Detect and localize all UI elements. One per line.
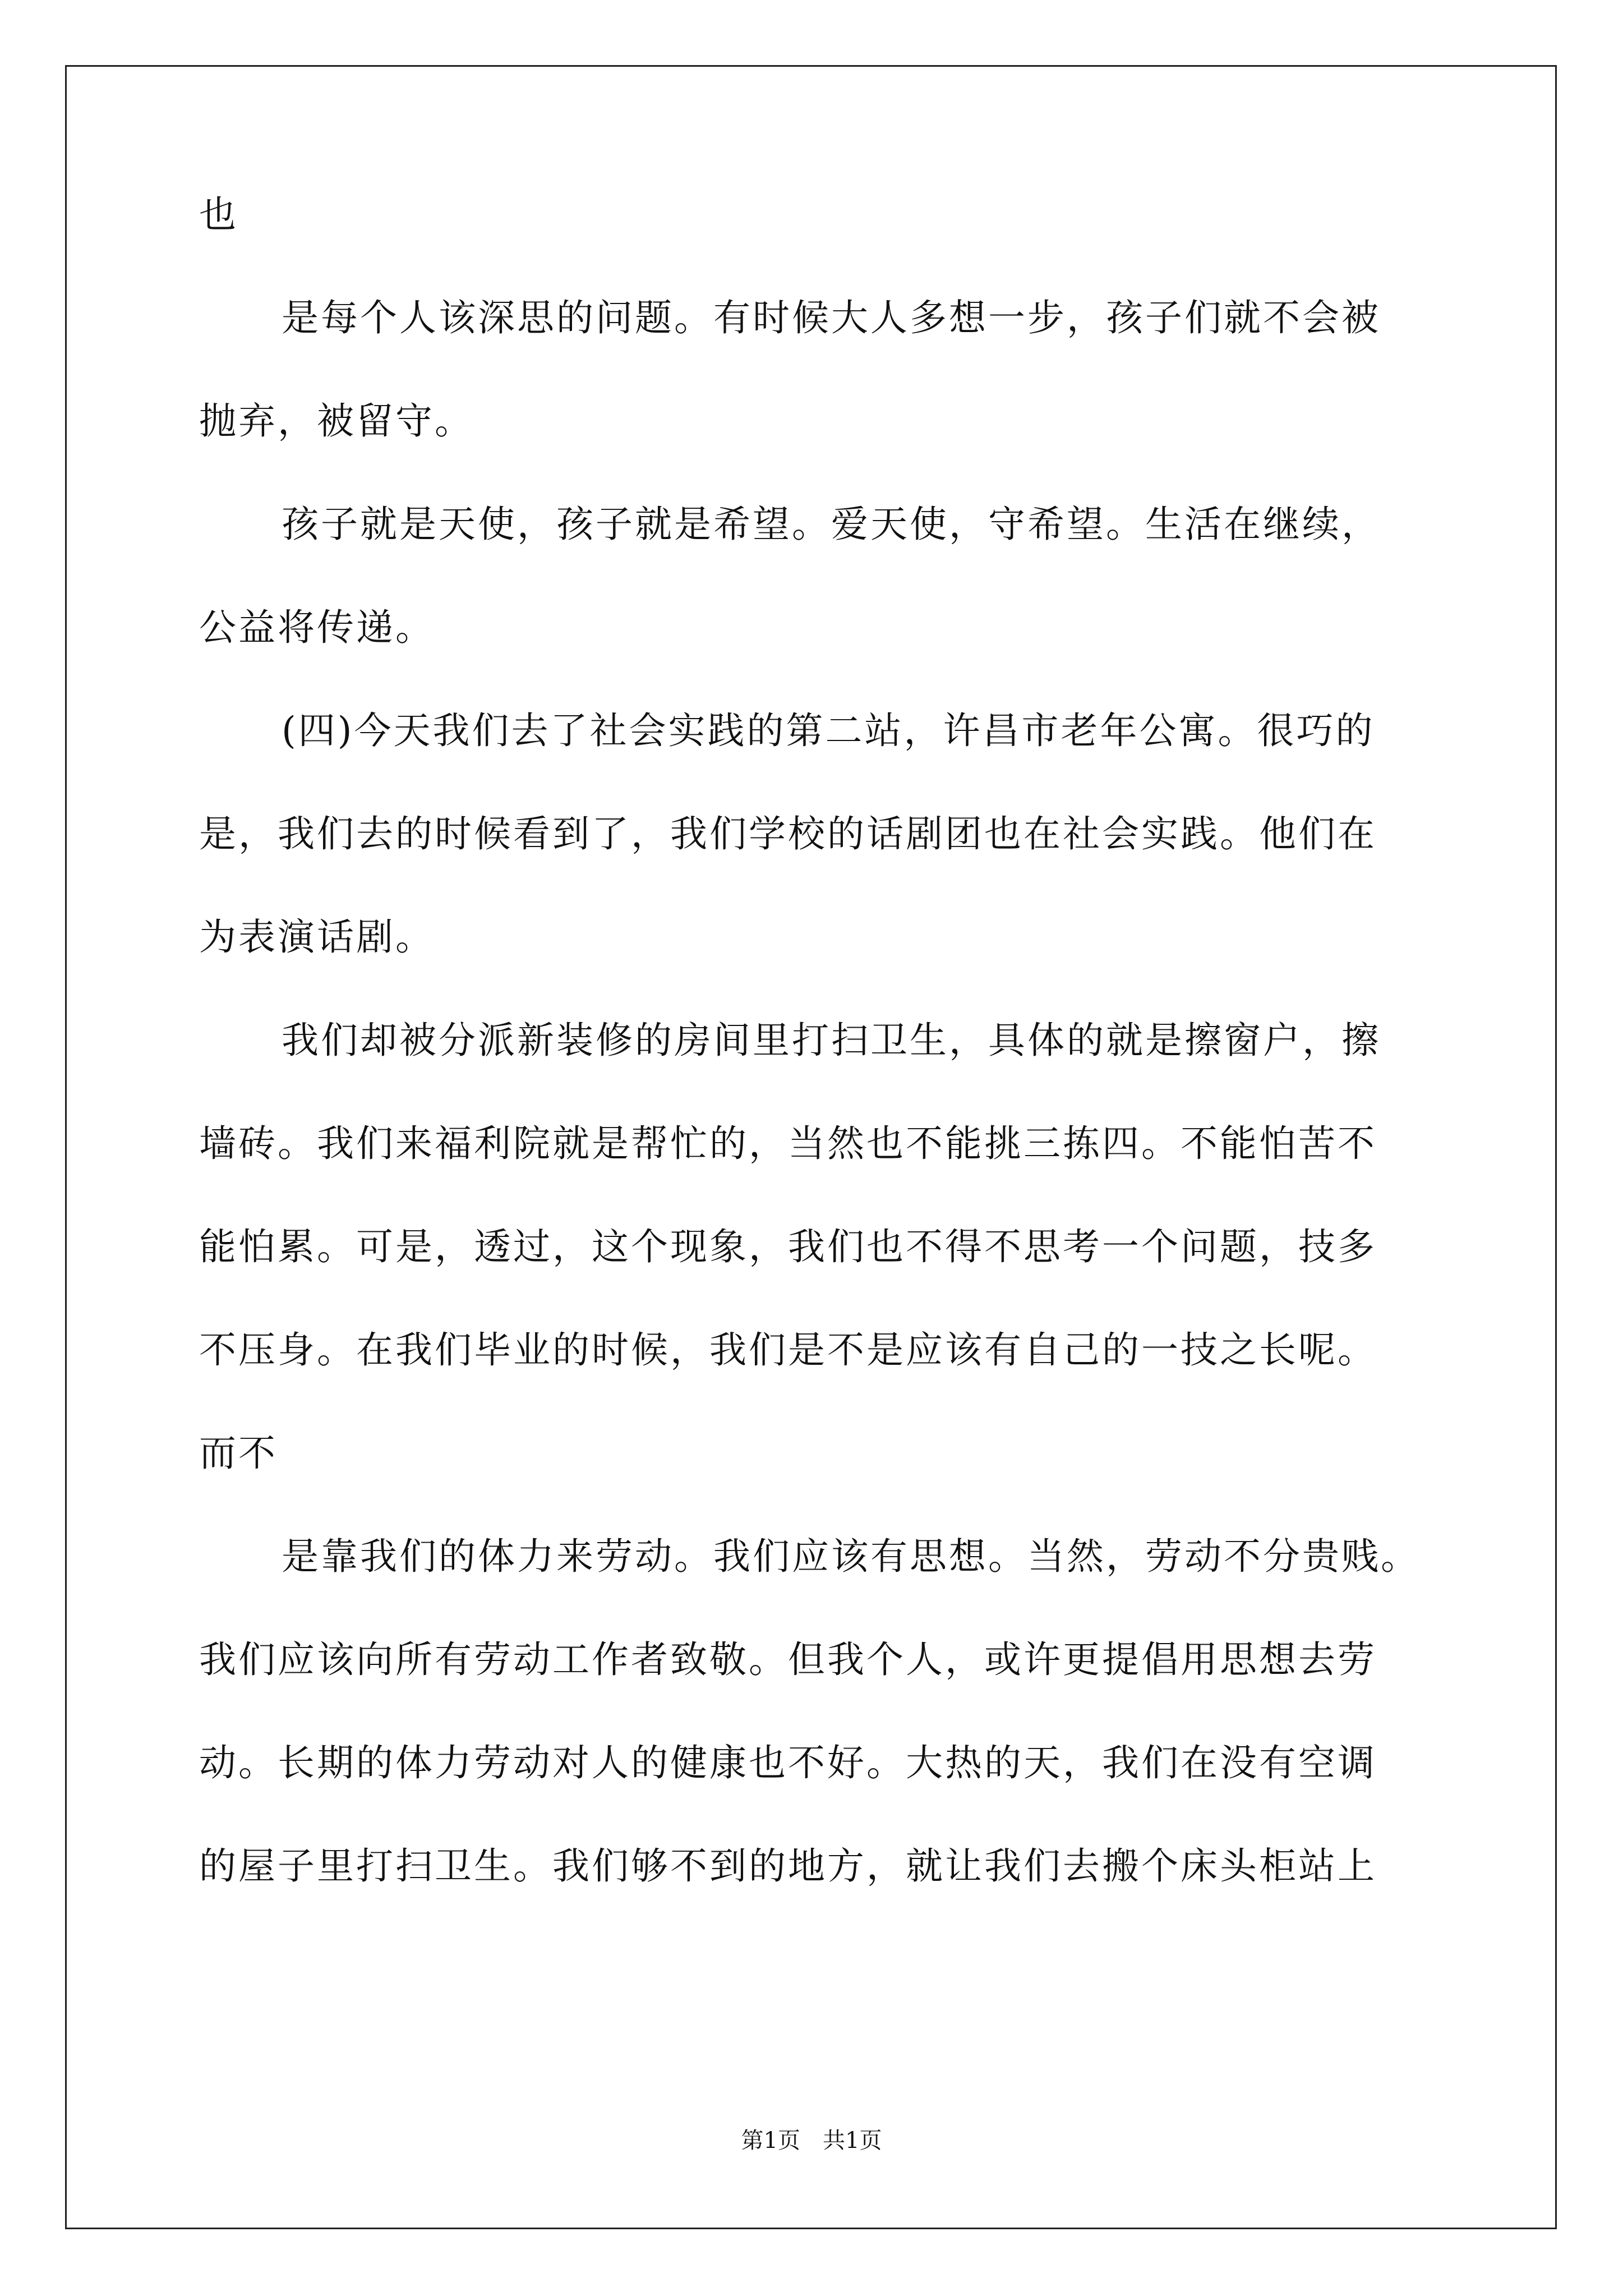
text-line: 我们应该向所有劳动工作者致敬。但我个人，或许更提倡用思想去劳: [199, 1638, 1377, 1681]
text-line: 能怕累。可是，透过，这个现象，我们也不得不思考一个问题，技多: [199, 1225, 1377, 1268]
text-line: 不压身。在我们毕业的时候，我们是不是应该有自己的一技之长呢。: [199, 1328, 1377, 1372]
text-line: 孩子就是天使，孩子就是希望。爱天使，守希望。生活在继续，: [282, 503, 1381, 546]
text-line: 墙砖。我们来福利院就是帮忙的，当然也不能挑三拣四。不能怕苦不: [199, 1122, 1377, 1165]
text-line: (四)今天我们去了社会实践的第二站，许昌市老年公寓。很巧的: [282, 709, 1375, 752]
text-line: 我们却被分派新装修的房间里打扫卫生，具体的就是擦窗户，擦: [282, 1019, 1381, 1062]
text-line: 公益将传递。: [199, 606, 435, 649]
text-line: 动。长期的体力劳动对人的健康也不好。大热的天，我们在没有空调: [199, 1741, 1377, 1784]
text-line: 是靠我们的体力来劳动。我们应该有思想。当然，劳动不分贵贱。: [282, 1535, 1420, 1578]
text-line: 是每个人该深思的问题。有时候大人多想一步，孩子们就不会被: [282, 296, 1381, 339]
page-number-footer: 第1页 共1页: [741, 2128, 882, 2154]
text-line: 也: [199, 193, 238, 236]
text-line: 抛弃，被留守。: [199, 399, 474, 443]
text-line: 而不: [199, 1432, 278, 1475]
text-line: 为表演话剧。: [199, 915, 435, 959]
text-line: 是，我们去的时候看到了，我们学校的话剧团也在社会实践。他们在: [199, 812, 1377, 855]
document-body: [199, 193, 1433, 1951]
text-line: 的屋子里打扫卫生。我们够不到的地方，就让我们去搬个床头柜站上: [199, 1844, 1377, 1888]
